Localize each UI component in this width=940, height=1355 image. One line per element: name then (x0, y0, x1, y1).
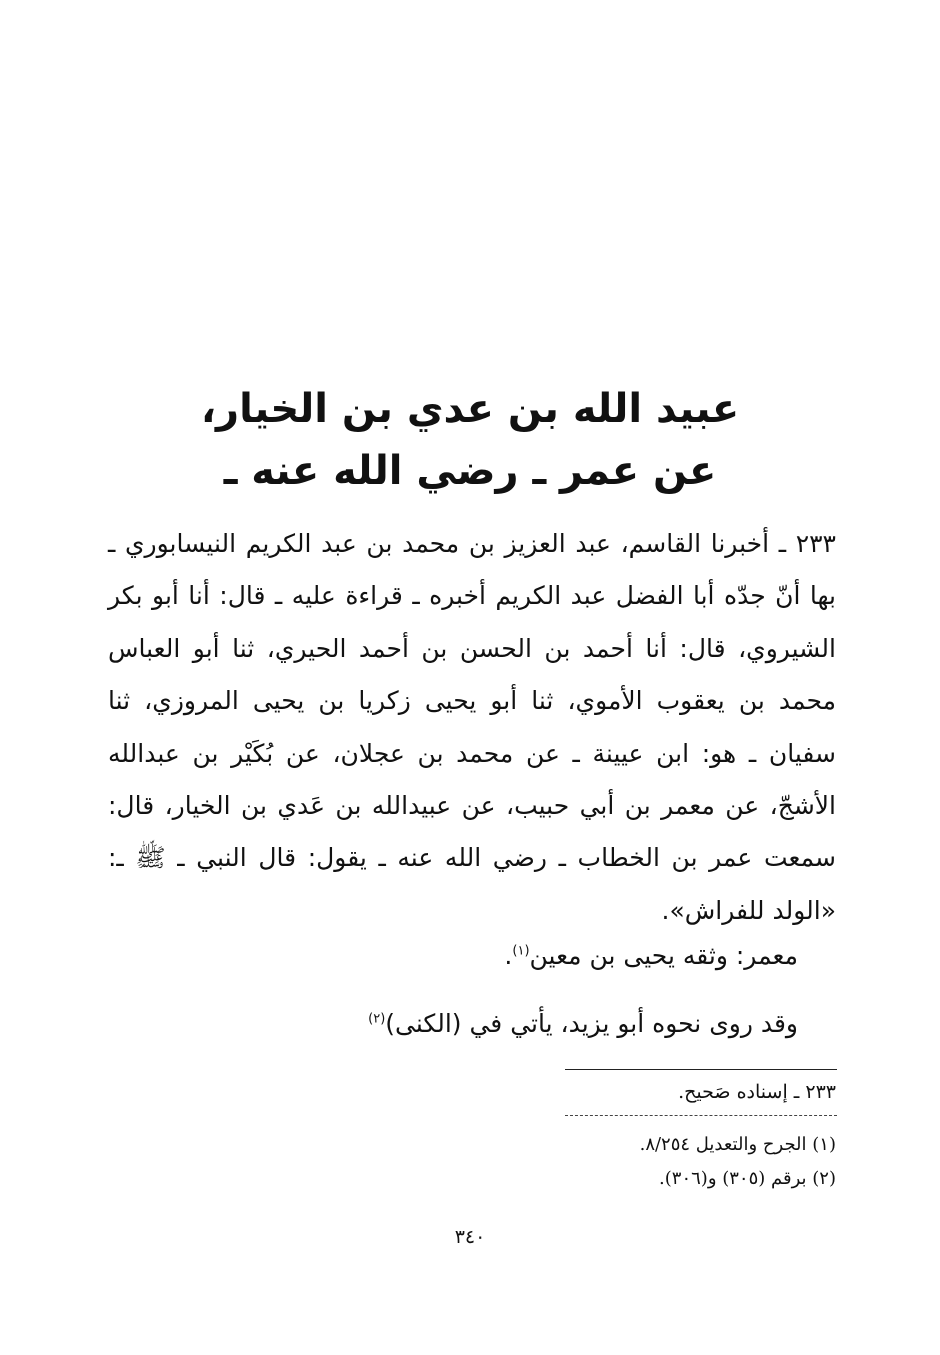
narrator-note-end: . (504, 941, 513, 970)
chapter-heading (100, 378, 840, 502)
footnote-ref-2: (٢) (368, 1011, 386, 1027)
related-narration-text: وقد روى نحوه أبو يزيد، يأتي في (الكنى) (385, 1009, 798, 1038)
page-number: ٣٤٠ (454, 1226, 486, 1248)
footnote-1: (١) الجرح والتعديل ٨/٢٥٤. (639, 1134, 836, 1155)
footnote-separator (565, 1069, 837, 1070)
footnote-2: (٢) برقم (٣٠٥) و(٣٠٦). (659, 1168, 836, 1189)
chapter-heading-line-2: عن عمر ـ رضي الله عنه ـ (223, 448, 717, 494)
grading-footnote: ٢٣٣ ـ إسناده صَحيح. (678, 1081, 836, 1103)
footnote-dashed-separator (565, 1115, 837, 1116)
narrator-note-text: معمر: وثقه يحيى بن معين (529, 941, 798, 970)
chapter-heading-line-1: عبيد الله بن عدي بن الخيار، (200, 386, 740, 432)
hadith-text: ٢٣٣ ـ أخبرنا القاسم، عبد العزيز بن محمد بن عبد الكريم النيسابوري ـ بها أنّ جدّه أبا الفضل عبد الكريم أخبره ـ قراءة عليه ـ قال: أنا أبو بكر الشيروي، قال: أنا أحمد بن الحسن بن أحمد الحيري، ثنا أبو العباس محمد بن يعقوب الأموي، ثنا أبو يحيى زكريا بن يحيى المروزي، ثنا سفيان ـ هو: ابن عيينة ـ عن محمد بن عجلان، عن بُكَيْر بن عبدالله الأشجّ، عن معمر بن أبي حبيب، عن عبيدالله بن عَدي بن الخيار، قال: سمعت عمر بن الخطاب ـ رضي الله عنه ـ يقول: قال النبي ـ ﷺ ـ: «الولد للفراش». (108, 529, 836, 925)
footnote-ref-1: (١) (512, 943, 530, 959)
related-narration-note (108, 1004, 798, 1044)
narrator-note (108, 936, 798, 976)
footnotes-list (560, 1128, 836, 1196)
